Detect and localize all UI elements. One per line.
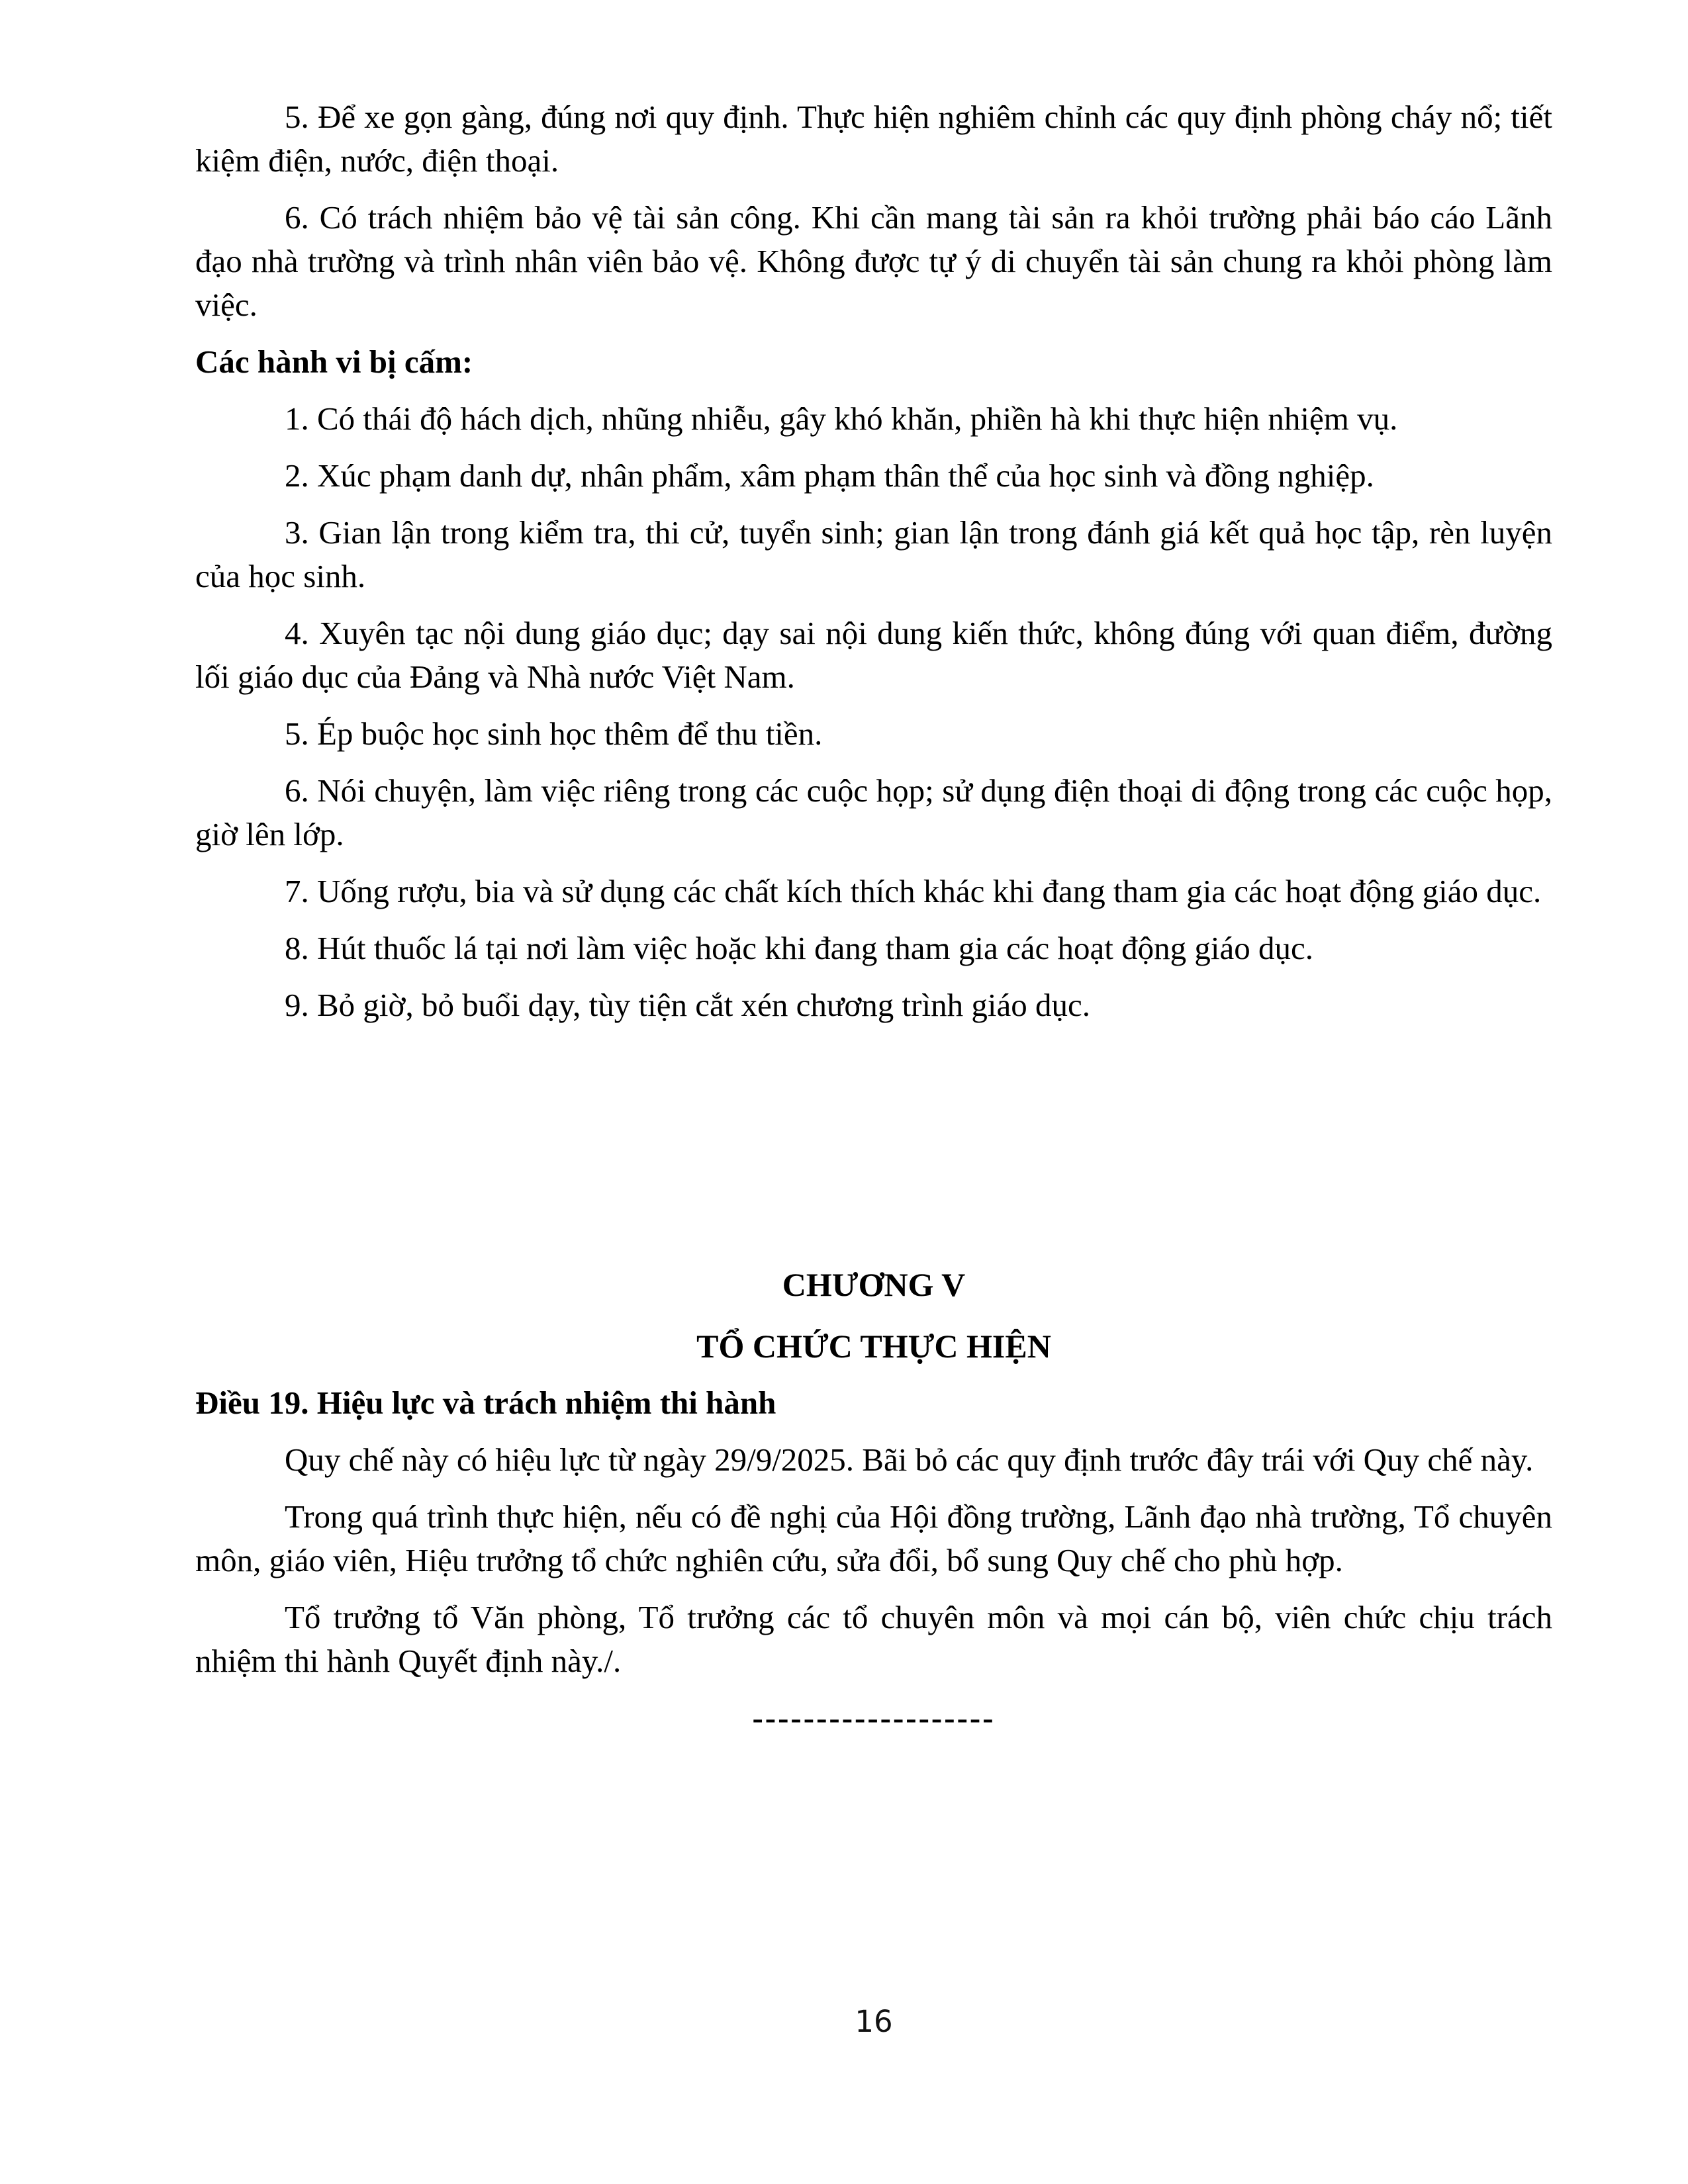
article-19-paragraph-1: Quy chế này có hiệu lực từ ngày 29/9/2025. Bãi bỏ các quy định trước đây trái với Quy chế này. bbox=[285, 1441, 1534, 1478]
prohibited-acts-heading: Các hành vi bị cấm: bbox=[195, 343, 473, 380]
prohibited-item-8: 8. Hút thuốc lá tại nơi làm việc hoặc khi đang tham gia các hoạt động giáo dục. bbox=[285, 930, 1313, 966]
prohibited-item-9: 9. Bỏ giờ, bỏ buổi dạy, tùy tiện cắt xén chương trình giáo dục. bbox=[285, 987, 1090, 1023]
section-gap bbox=[195, 1040, 1552, 1263]
divider-dashes: ------------------- bbox=[752, 1700, 996, 1736]
rule-item-6: 6. Có trách nhiệm bảo vệ tài sản công. Khi cần mang tài sản ra khỏi trường phải báo cáo Lãnh đạo nhà trường và trình nhân viên bảo vệ. Không được tự ý di chuyển tài sản chung ra khỏi phòng làm việc. bbox=[195, 199, 1552, 323]
article-19-paragraph-3: Tổ trưởng tổ Văn phòng, Tổ trưởng các tổ chuyên môn và mọi cán bộ, viên chức chịu trách nhiệm thi hành Quyết định này./. bbox=[195, 1599, 1552, 1679]
chapter-subtitle: TỔ CHỨC THỰC HIỆN bbox=[696, 1328, 1051, 1365]
prohibited-item-6: 6. Nói chuyện, làm việc riêng trong các cuộc họp; sử dụng điện thoại di động trong các cuộc họp, giờ lên lớp. bbox=[195, 772, 1552, 852]
chapter-title: CHƯƠNG V bbox=[782, 1266, 966, 1303]
prohibited-item-2: 2. Xúc phạm danh dự, nhân phẩm, xâm phạm thân thể của học sinh và đồng nghiệp. bbox=[285, 457, 1374, 494]
article-19-heading: Điều 19. Hiệu lực và trách nhiệm thi hành bbox=[195, 1385, 776, 1421]
article-19-paragraph-2: Trong quá trình thực hiện, nếu có đề nghị của Hội đồng trường, Lãnh đạo nhà trường, Tổ chuyên môn, giáo viên, Hiệu trưởng tổ chức nghiên cứu, sửa đổi, bổ sung Quy chế cho phù hợp. bbox=[195, 1498, 1552, 1578]
rule-item-5: 5. Để xe gọn gàng, đúng nơi quy định. Thực hiện nghiêm chỉnh các quy định phòng cháy nổ; tiết kiệm điện, nước, điện thoại. bbox=[195, 99, 1552, 179]
prohibited-item-5: 5. Ép buộc học sinh học thêm để thu tiền. bbox=[285, 715, 823, 752]
prohibited-item-3: 3. Gian lận trong kiểm tra, thi cử, tuyển sinh; gian lận trong đánh giá kết quả học tập, rèn luyện của học sinh. bbox=[195, 514, 1552, 594]
prohibited-item-4: 4. Xuyên tạc nội dung giáo dục; dạy sai nội dung kiến thức, không đúng với quan điểm, đường lối giáo dục của Đảng và Nhà nước Việt Nam. bbox=[195, 615, 1552, 695]
prohibited-item-7: 7. Uống rượu, bia và sử dụng các chất kích thích khác khi đang tham gia các hoạt động giáo dục. bbox=[285, 873, 1542, 909]
page-number: 16 bbox=[855, 2004, 893, 2039]
prohibited-item-1: 1. Có thái độ hách dịch, nhũng nhiễu, gây khó khăn, phiền hà khi thực hiện nhiệm vụ. bbox=[285, 400, 1398, 437]
